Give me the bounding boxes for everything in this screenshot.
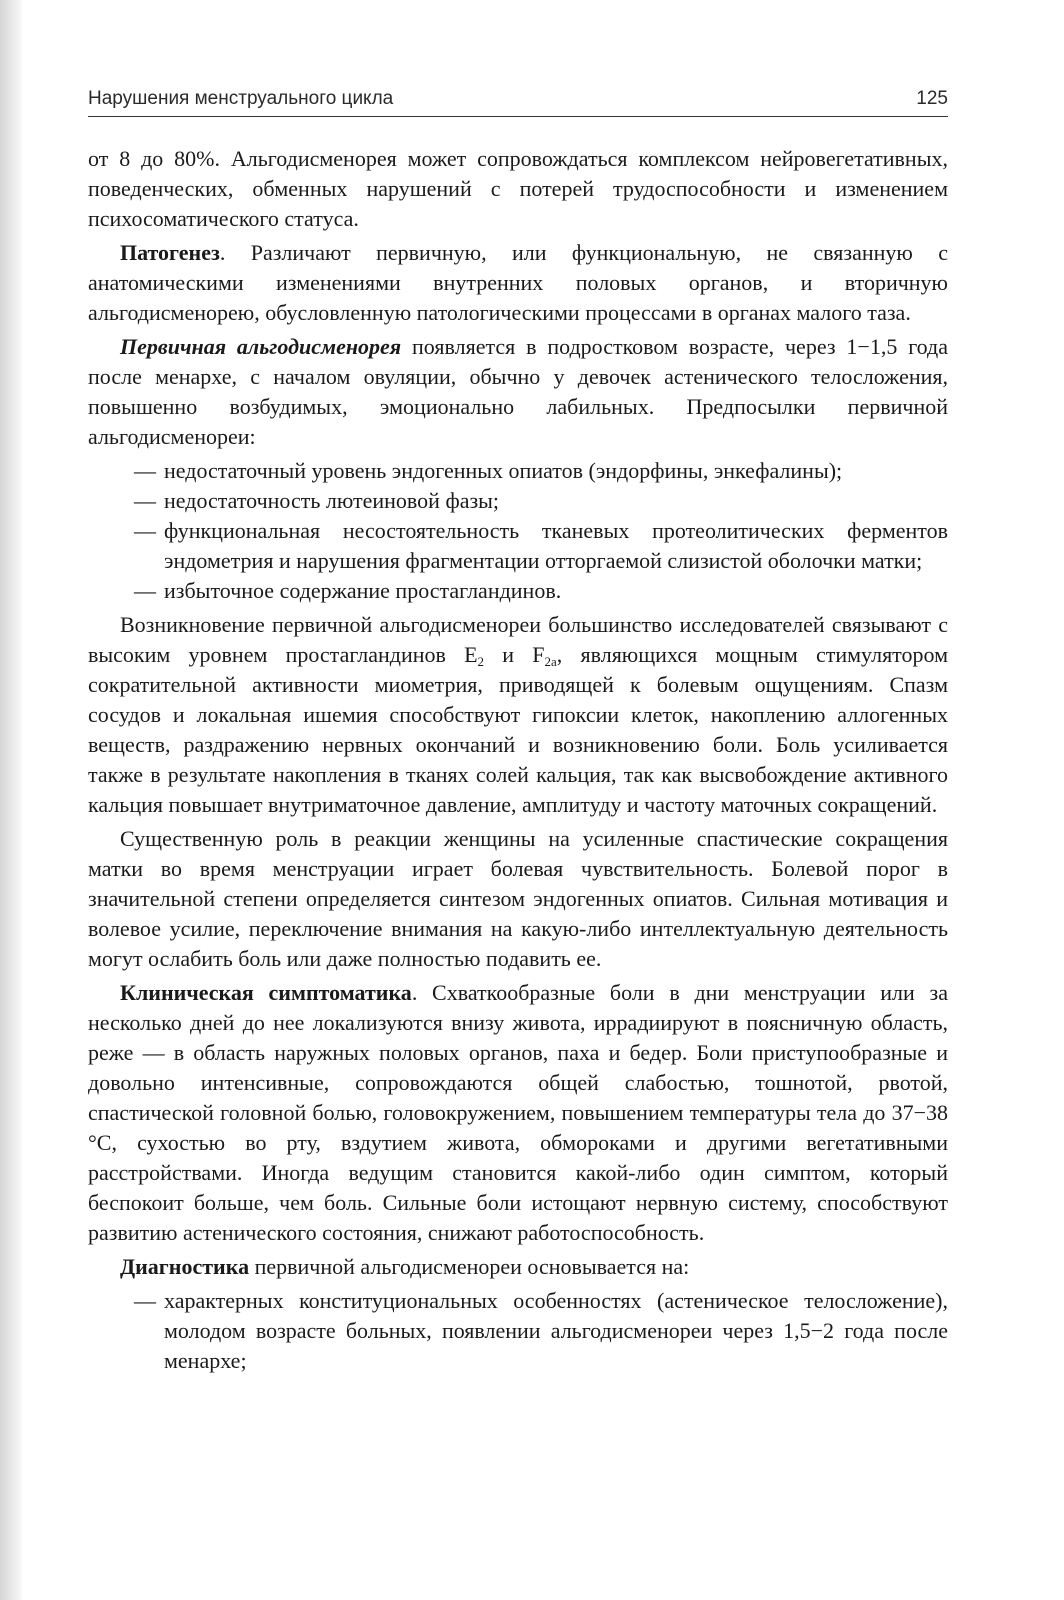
paragraph-text: . Различают первичную, или функциональную, не связанную с анатомическими изменениями внутренних половых органов, и вторичную альгодисменорею, обусловленную патологическими процессами в органах малого таза.	[88, 240, 948, 325]
term-primary-algodysmenorrhea: Первичная альгодисменорея	[120, 334, 402, 359]
heading-clinical-symptoms: Клиническая симптоматика	[120, 980, 412, 1005]
list-item: — функциональная несостоятельность тканевых протеолитических ферментов эндометрия и нарушения фрагментации отторгаемой слизистой оболочки матки;	[164, 516, 948, 576]
list-diagnostics	[88, 1286, 948, 1376]
paragraph-text: и F	[484, 642, 545, 667]
paragraph-prostaglandins	[88, 610, 948, 820]
heading-pathogenesis: Патогенез	[120, 240, 220, 265]
paragraph-clinical	[88, 978, 948, 1248]
page-number: 125	[916, 88, 948, 109]
subscript: 2	[477, 654, 485, 669]
paragraph-text: . Схваткообразные боли в дни менструации или за несколько дней до нее локализуются внизу живота, иррадиируют в поясничную область, реже — в область наружных половых органов, паха и бедер. Боли приступообразные и довольно интенсивные, сопровождаются общей слабостью, тошнотой, рвотой, спастической головной болью, головокружением, повышением температуры тела до 37−38 °C, сухостью во рту, вздутием живота, обмороками и другими вегетативными расстройствами. Иногда ведущим становится какой-либо один симптом, который беспокоит больше, чем боль. Сильные боли истощают нервную систему, способствуют развитию астенического состояния, снижают работоспособность.	[88, 980, 949, 1245]
list-item: — избыточное содержание простагландинов.	[164, 576, 948, 606]
book-page	[88, 0, 948, 1600]
list-prerequisites	[88, 456, 948, 606]
paragraph-primary	[88, 332, 948, 452]
paragraph-text: , являющихся мощным стимулятором сократительной активности миометрия, приводящей к болевым ощущениям. Спазм сосудов и локальная ишемия способствуют гипоксии клеток, накоплению аллогенных веществ, раздражению нервных окончаний и возникновению боли. Боль усиливается также в результате накопления в тканях солей кальция, так как высвобождение активного кальция повышает внутриматочное давление, амплитуду и частоту маточных сокращений.	[88, 642, 949, 817]
paragraph-pain-sensitivity: Существенную роль в реакции женщины на усиленные спастические сокращения матки во время менструации играет болевая чувствительность. Болевой порог в значительной степени определяется синтезом эндогенных опиатов. Сильная мотивация и волевое усилие, переключение внимания на какую-либо интеллектуальную деятельность могут ослабить боль или даже полностью подавить ее.	[88, 826, 948, 971]
paragraph-pathogenesis	[88, 238, 948, 328]
paragraph-text: первичной альгодисменореи основывается на:	[249, 1254, 690, 1279]
paragraph-continuation: от 8 до 80%. Альгодисменорея может сопровождаться комплексом нейровегетативных, поведенческих, обменных нарушений с потерей трудоспособности и изменением психосоматического статуса.	[88, 146, 948, 231]
paragraph-diagnostics	[88, 1252, 948, 1282]
paragraph-text: появляется в подростковом возрасте, через 1−1,5 года после менархе, с началом овуляции, обычно у девочек астенического телосложения, повышенно возбудимых, эмоционально лабильных. Предпосылки первичной альгодисменореи:	[88, 334, 948, 449]
running-header	[88, 88, 948, 116]
page-gutter-shadow	[0, 0, 22, 1600]
running-header-title: Нарушения менструального цикла	[88, 88, 394, 109]
subscript: 2a	[544, 654, 557, 669]
list-item: — недостаточный уровень эндогенных опиатов (эндорфины, энкефалины);	[164, 456, 948, 486]
page-body	[88, 144, 948, 1380]
list-item: — характерных конституциональных особенностях (астеническое телосложение), молодом возрасте больных, появлении альгодисменореи через 1,5−2 года после менархе;	[164, 1286, 948, 1376]
paragraph-text: Возникновение первичной альгодисменореи большинство исследователей связывают с высоким уровнем простагландинов E	[88, 612, 948, 667]
heading-diagnostics: Диагностика	[120, 1254, 250, 1279]
header-rule	[88, 116, 948, 117]
list-item: — недостаточность лютеиновой фазы;	[164, 486, 948, 516]
